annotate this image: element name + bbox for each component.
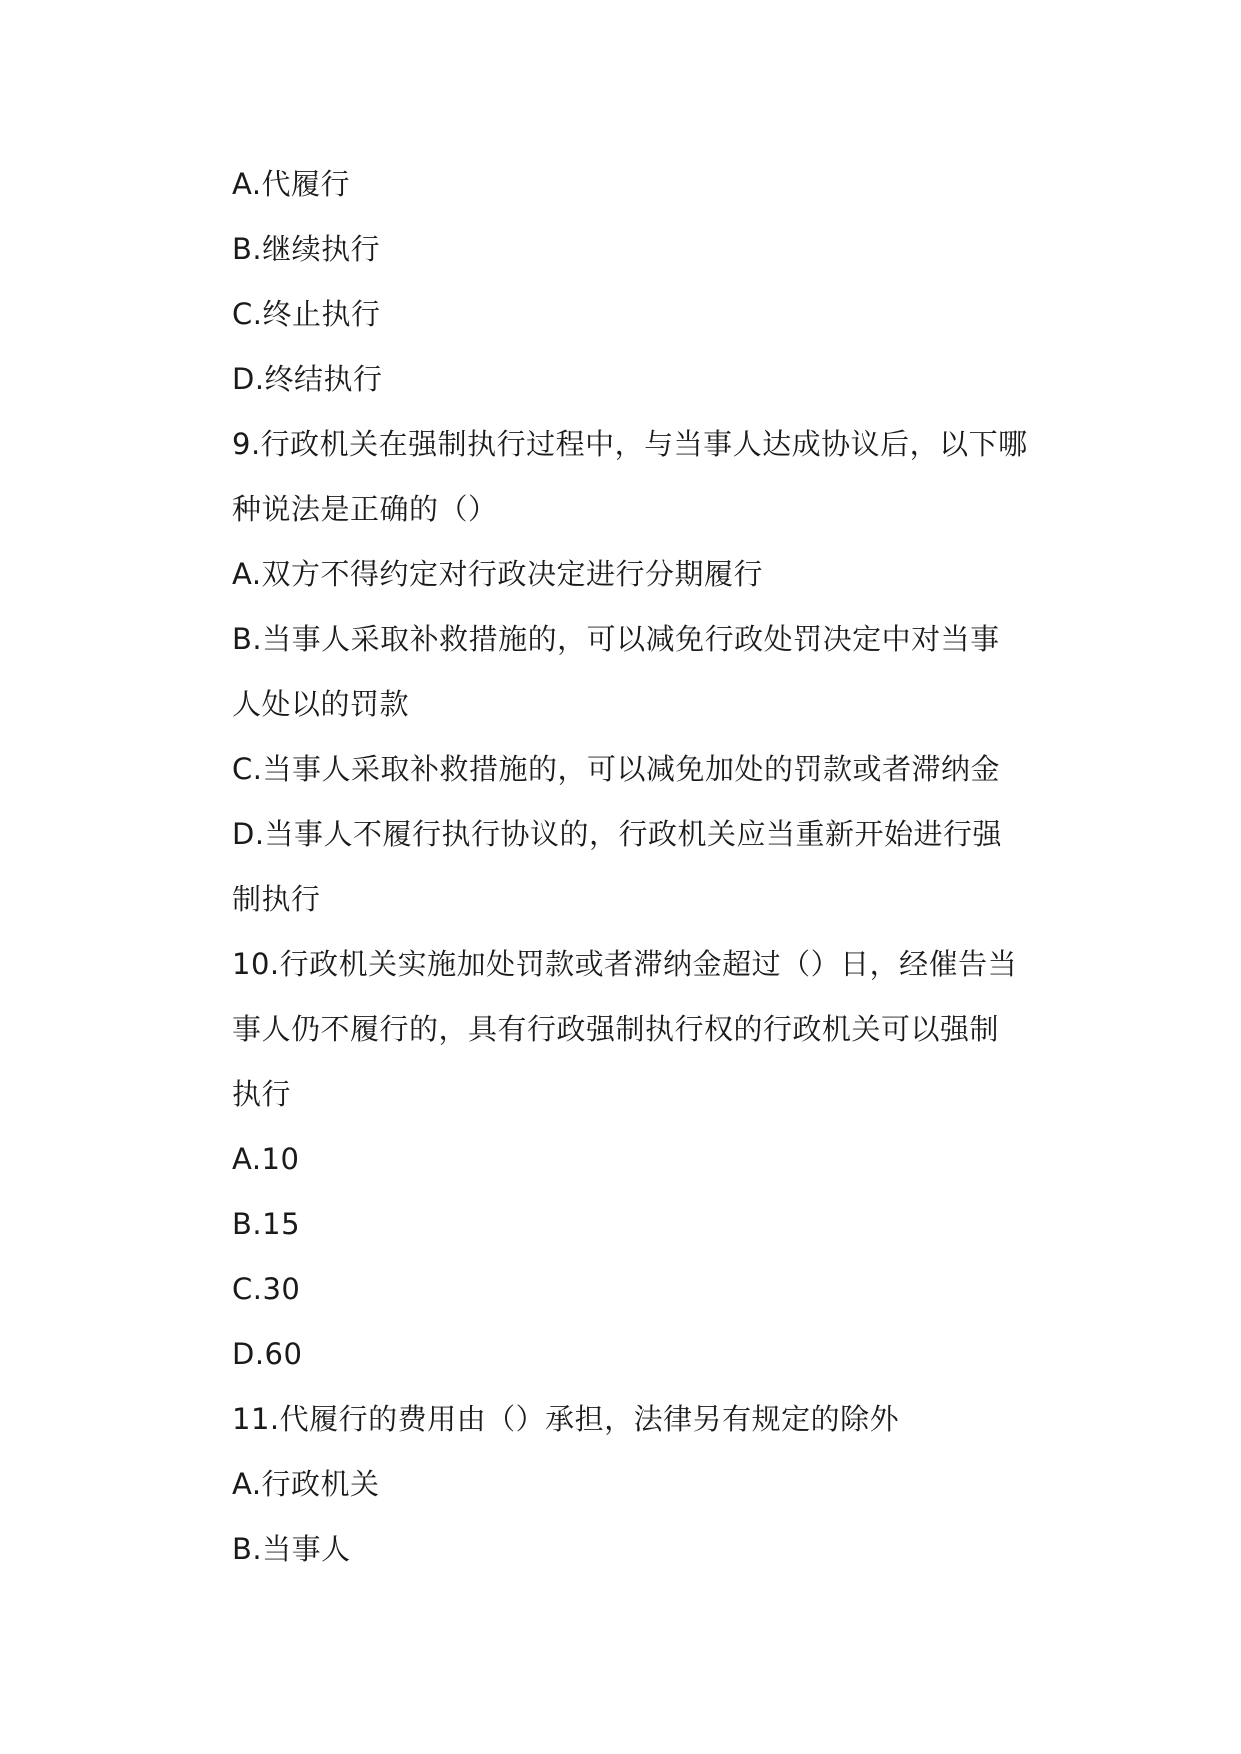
question-10-line-3: 执行 <box>232 1077 292 1111</box>
option-q11-a: A.行政机关 <box>232 1467 380 1501</box>
question-9-line-1: 9.行政机关在强制执行过程中，与当事人达成协议后，以下哪 <box>232 427 1028 461</box>
document-body <box>232 152 1054 1582</box>
option-q10-b: B.15 <box>232 1207 301 1241</box>
option-q8-c: C.终止执行 <box>232 297 381 331</box>
option-q9-c: C.当事人采取补救措施的，可以减免加处的罚款或者滞纳金 <box>232 752 1000 786</box>
option-q10-a: A.10 <box>232 1142 300 1176</box>
question-9-line-2: 种说法是正确的（） <box>232 492 498 526</box>
option-q8-a: A.代履行 <box>232 167 351 201</box>
option-q9-b-line-2: 人处以的罚款 <box>232 687 410 721</box>
question-11: 11.代履行的费用由（）承担，法律另有规定的除外 <box>232 1402 900 1436</box>
option-q9-d-line-1: D.当事人不履行执行协议的，行政机关应当重新开始进行强 <box>232 817 1003 851</box>
option-q9-d-line-2: 制执行 <box>232 882 321 916</box>
option-q9-a: A.双方不得约定对行政决定进行分期履行 <box>232 557 764 591</box>
option-q11-b: B.当事人 <box>232 1532 351 1566</box>
option-q10-c: C.30 <box>232 1272 301 1306</box>
question-10-line-1: 10.行政机关实施加处罚款或者滞纳金超过（）日，经催告当 <box>232 947 1018 981</box>
option-q10-d: D.60 <box>232 1337 303 1371</box>
option-q8-b: B.继续执行 <box>232 232 381 266</box>
option-q9-b-line-1: B.当事人采取补救措施的，可以减免行政处罚决定中对当事 <box>232 622 1000 656</box>
question-10-line-2: 事人仍不履行的，具有行政强制执行权的行政机关可以强制 <box>232 1012 1000 1046</box>
option-q8-d: D.终结执行 <box>232 362 383 396</box>
